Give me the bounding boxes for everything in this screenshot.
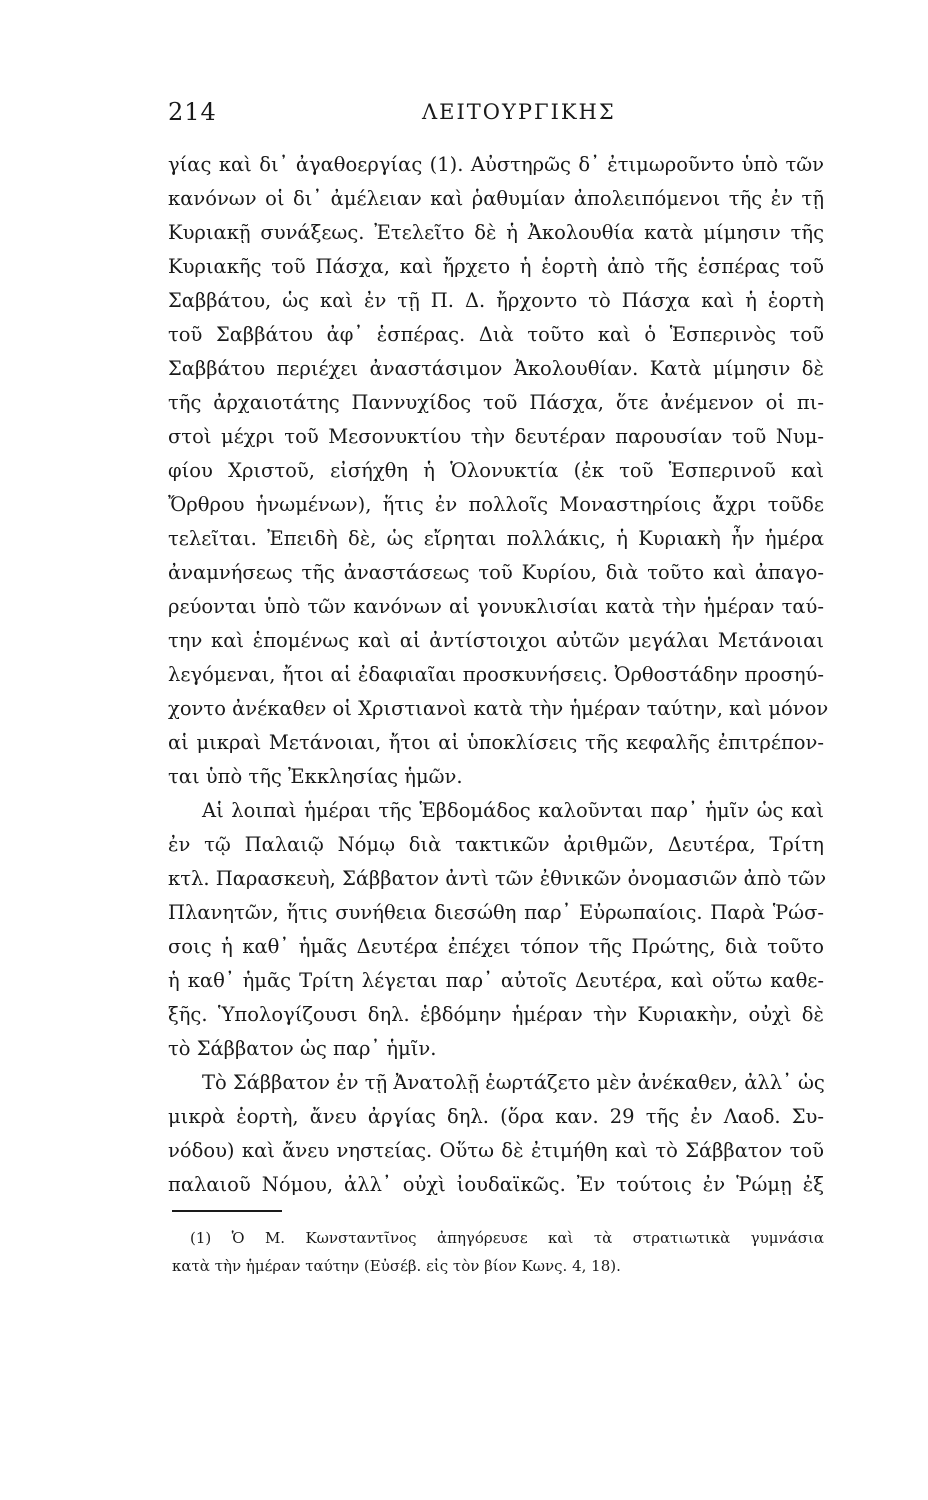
footnote	[172, 1224, 824, 1280]
text-line: τελεῖται. Ἐπειδὴ δὲ, ὡς εἴρηται πολλάκις, ἡ Κυριακὴ ἦν ἡμέρα	[168, 527, 824, 550]
page-number: 214	[168, 98, 217, 126]
text-line: Αἱ λοιπαὶ ἡμέραι τῆς Ἑβδομάδος καλοῦνται παρ᾿ ἡμῖν ὡς καὶ	[202, 799, 824, 822]
text-line: λεγόμεναι, ἤτοι αἱ ἐδαφιαῖαι προσκυνήσεις. Ὀρθοστάδην προσηύ-	[168, 663, 824, 686]
text-line: Σαββάτου, ὡς καὶ ἐν τῇ Π. Δ. ἤρχοντο τὸ Πάσχα καὶ ἡ ἑορτὴ	[168, 289, 824, 312]
text-line: χοντο ἀνέκαθεν οἱ Χριστιανοὶ κατὰ τὴν ἡμέραν ταύτην, καὶ μόνον	[168, 697, 829, 720]
text-line: μικρὰ ἑορτὴ, ἄνευ ἀργίας δηλ. (ὅρα καν. 29 τῆς ἐν Λαοδ. Συ-	[168, 1105, 824, 1128]
text-line: Σαββάτου περιέχει ἀναστάσιμον Ἀκολουθίαν. Κατὰ μίμησιν δὲ	[168, 357, 824, 380]
text-line: γίας καὶ δι᾿ ἀγαθοεργίας (1). Αὐστηρῶς δ᾿ ἐτιμωροῦντο ὑπὸ τῶν	[168, 153, 824, 176]
text-line: ἡ καθ᾿ ἡμᾶς Τρίτη λέγεται παρ᾿ αὐτοῖς Δευτέρα, καὶ οὕτω καθε-	[168, 969, 824, 992]
text-line: κανόνων οἱ δι᾿ ἀμέλειαν καὶ ῥαθυμίαν ἀπολειπόμενοι τῆς ἐν τῇ	[168, 187, 824, 210]
text-line: Ὄρθρου ἡνωμένων), ἥτις ἐν πολλοῖς Μοναστηρίοις ἄχρι τοῦδε	[168, 493, 824, 516]
body-text	[168, 148, 829, 1202]
text-line: κτλ. Παρασκευὴ, Σάββατον ἀντὶ τῶν ἐθνικῶν ὀνομασιῶν ἀπὸ τῶν	[168, 867, 827, 890]
text-line: ται ὑπὸ τῆς Ἐκκλησίας ἡμῶν.	[168, 765, 463, 788]
text-line: παλαιοῦ Νόμου, ἀλλ᾿ οὐχὶ ἰουδαϊκῶς. Ἐν τούτοις ἐν Ῥώμῃ ἐξ	[168, 1173, 824, 1196]
text-line: σοις ἡ καθ᾿ ἡμᾶς Δευτέρα ἐπέχει τόπον τῆς Πρώτης, διὰ τοῦτο	[168, 935, 824, 958]
text-line: ἐν τῷ Παλαιῷ Νόμῳ διὰ τακτικῶν ἀριθμῶν, Δευτέρα, Τρίτη	[168, 833, 824, 856]
footnote-line: (1) Ὁ Μ. Κωνσταντῖνος ἀπηγόρευσε καὶ τὰ στρατιωτικὰ γυμνάσια	[190, 1229, 824, 1247]
text-line: στοὶ μέχρι τοῦ Μεσονυκτίου τὴν δευτέραν παρουσίαν τοῦ Νυμ-	[168, 425, 824, 448]
text-line: ἀναμνήσεως τῆς ἀναστάσεως τοῦ Κυρίου, διὰ τοῦτο καὶ ἀπαγο-	[168, 561, 824, 584]
text-line: τὸ Σάββατον ὡς παρ᾿ ἡμῖν.	[168, 1037, 437, 1060]
page-header	[168, 98, 828, 132]
text-line: Κυριακῇ συνάξεως. Ἐτελεῖτο δὲ ἡ Ἀκολουθία κατὰ μίμησιν τῆς	[168, 221, 824, 244]
text-line: Κυριακῆς τοῦ Πάσχα, καὶ ἤρχετο ἡ ἑορτὴ ἀπὸ τῆς ἑσπέρας τοῦ	[168, 255, 824, 278]
text-line: ξῆς. Ὑπολογίζουσι δηλ. ἑβδόμην ἡμέραν τὴν Κυριακὴν, οὐχὶ δὲ	[168, 1003, 824, 1026]
text-line: ρεύονται ὑπὸ τῶν κανόνων αἱ γονυκλισίαι κατὰ τὴν ἡμέραν ταύ-	[168, 595, 824, 618]
text-line: τῆς ἀρχαιοτάτης Παννυχίδος τοῦ Πάσχα, ὅτε ἀνέμενον οἱ πι-	[168, 391, 824, 414]
footnote-line: κατὰ τὴν ἡμέραν ταύτην (Εὐσέβ. εἰς τὸν βίον Κωνς. 4, 18).	[172, 1257, 621, 1275]
footnote-rule	[172, 1210, 282, 1212]
text-line: την καὶ ἑπομένως καὶ αἱ ἀντίστοιχοι αὐτῶν μεγάλαι Μετάνοιαι	[168, 629, 824, 652]
text-line: αἱ μικραὶ Μετάνοιαι, ἤτοι αἱ ὑποκλίσεις τῆς κεφαλῆς ἐπιτρέπον-	[168, 731, 824, 754]
text-line: φίου Χριστοῦ, εἰσήχθη ἡ Ὁλονυκτία (ἐκ τοῦ Ἑσπερινοῦ καὶ	[168, 459, 824, 482]
text-line: Πλανητῶν, ἥτις συνήθεια διεσώθη παρ᾿ Εὐρωπαίοις. Παρὰ Ῥώσ-	[168, 901, 824, 924]
text-line: τοῦ Σαββάτου ἀφ᾿ ἑσπέρας. Διὰ τοῦτο καὶ ὁ Ἑσπερινὸς τοῦ	[168, 323, 824, 346]
text-line: Τὸ Σάββατον ἐν τῇ Ἀνατολῇ ἑωρτάζετο μὲν ἀνέκαθεν, ἀλλ᾿ ὡς	[202, 1071, 825, 1094]
text-line: νόδου) καὶ ἄνευ νηστείας. Οὕτω δὲ ἐτιμήθη καὶ τὸ Σάββατον τοῦ	[168, 1139, 824, 1162]
running-head: ΛΕΙΤΟΥΡΓΙΚΗΣ	[422, 100, 616, 124]
